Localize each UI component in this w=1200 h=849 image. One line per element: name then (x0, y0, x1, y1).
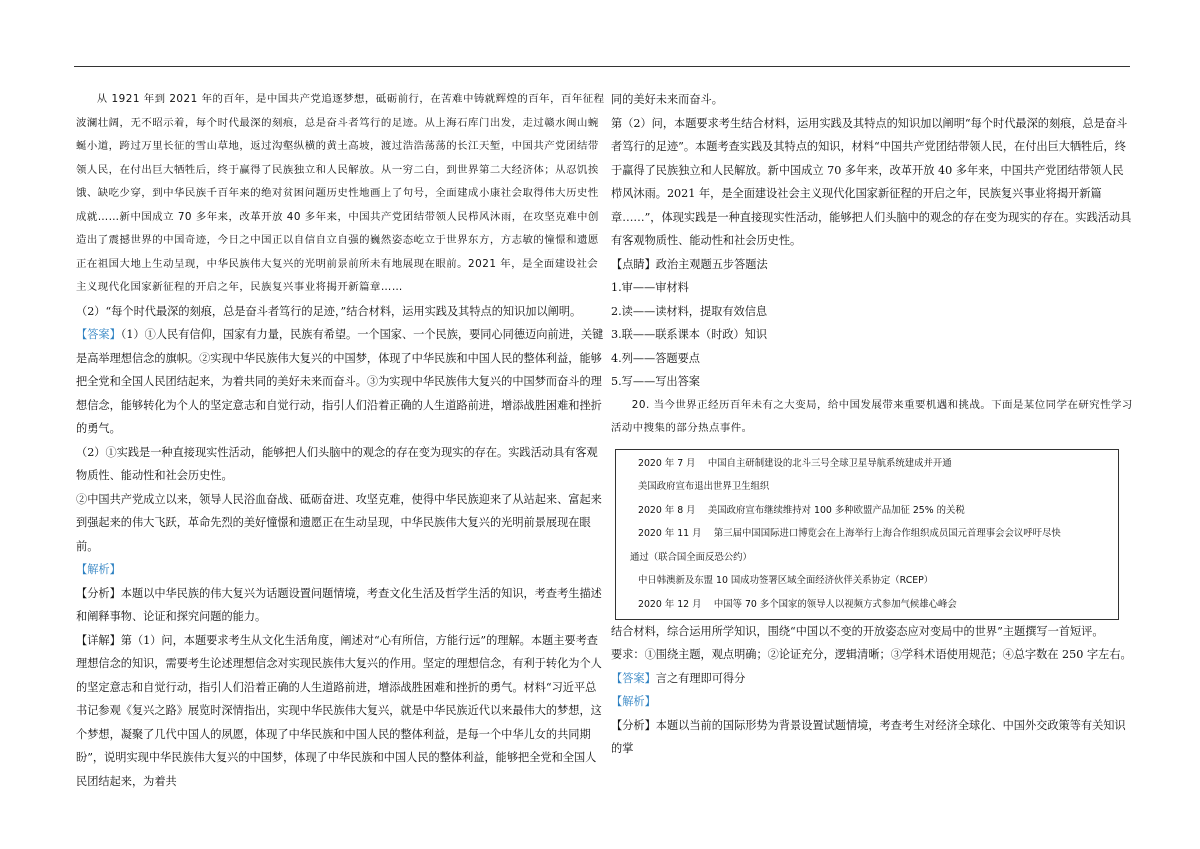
event-line: 中日韩澳新及东盟 10 国成功签署区域全面经济伙伴关系协定（RCEP） (638, 575, 934, 587)
hot-events-box (615, 449, 1119, 620)
analysis-xiangjie: 【详解】第（1）问，本题要求考生从文化生活角度，阐述对“心有所信，方能行远”的理解。本题主要考查理想信念的知识，需要考生论述理想信念对实现民族伟大复兴的作用。坚定的理想信念，有利于转化为个人的坚定意志和自觉行动，指引人们沿着正确的人生道路前进，增添战胜困难和挫折的勇气。材料“习近平总书记参观《复兴之路》展览时深情指出，实现中华民族伟大复兴，就是中华民族近代以来最伟大的梦想，这个梦想，凝聚了几代中国人的夙愿，体现了中华民族和中国人民的整体利益，是每一个中华儿女的共同期盼”，说明实现中华民族伟大复兴的中国梦，体现了中华民族和中国人民的整体利益，能够把全党和全国人民团结起来，为着共 (76, 633, 602, 788)
dianjing: 【点睛】政治主观题五步答题法 (611, 257, 768, 271)
step-1: 1.审——审材料 (611, 281, 689, 294)
answer-20 (611, 667, 1133, 691)
question-20: 20. 当今世界正经历百年未有之大变局，给中国发展带来重要机遇和挑战。下面是某位同学在研究性学习活动中搜集的部分热点事件。 (611, 398, 1133, 434)
step-4: 4.列——答题要点 (611, 351, 700, 365)
question-20-task: 结合材料，综合运用所学知识，围绕“中国以不变的开放姿态应对变局中的世界”主题撰写一首短评。 (611, 624, 1104, 638)
material-passage: 从 1921 年到 2021 年的百年，是中国共产党追逐梦想，砥砺前行，在苦难中铸就辉煌的百年，百年征程波澜壮阔，无不昭示着，每个时代最深的刻痕，总是奋斗者笃行的足迹。从上海石库门出发，走过赣水闽山蜿蜒小道，跨过万里长征的雪山草地，返过沟壑纵横的黄土高坡，渡过浩浩荡荡的长江天堑，中国共产党团结带领人民，在付出巨大牺牲后，终于赢得了民族独立和人民解放。从一穷二白，到世界第二大经济体；从忍饥挨饿、缺吃少穿，到中华民族千百年来的绝对贫困问题历史性地画上了句号，全面建成小康社会取得伟大历史性成就……新中国成立 70 多年来，改革开放 40 多年来，中国共产党团结带领人民栉风沐雨，在攻坚克难中创造出了震撼世界的中国奇迹，今日之中国正以自信自立自强的巍然姿态屹立于世界东方，方志敏的憧憬和遗愿正在祖国大地上生动呈现，中华民族伟大复兴的光明前景前所未有地展现在眼前。2021 年，是全面建设社会主义现代化国家新征程的开启之年，民族复兴事业将揭开新篇章…… (76, 93, 605, 293)
answer-tag: 【答案】 (76, 328, 121, 341)
analysis-tag: 【解析】 (611, 695, 656, 709)
analysis-fenxi-20: 【分析】本题以当前的国际形势为背景设置试题情境，考查考生对经济全球化、中国外交政策等有关知识的掌 (611, 718, 1126, 756)
answer-tag: 【答案】 (611, 671, 656, 685)
left-column (76, 88, 606, 793)
analysis-fenxi: 【分析】本题以中华民族的伟大复兴为话题设置问题情境，考查文化生活及哲学生活的知识，考查考生描述和阐释事物、论证和探究问题的能力。 (76, 586, 602, 623)
answer-2b: ②中国共产党成立以来，领导人民浴血奋战、砥砺奋进、攻坚克难，使得中华民族迎来了从站起来、富起来到强起来的伟大飞跃，革命先烈的美好憧憬和遗愿正在生动呈现，中华民族伟大复兴的光明前景展现在眼前。 (76, 492, 602, 553)
answer-1 (76, 323, 606, 441)
question-2: （2）“每个时代最深的刻痕，总是奋斗者笃行的足迹，”结合材料，运用实践及其特点的知识加以阐明。 (76, 304, 582, 318)
event-line: 2020 年 12 月 中国等 70 多个国家的领导人以视频方式参加气候雄心峰会 (638, 599, 957, 611)
right-column (611, 88, 1133, 761)
step-3: 3.联——联系课本（时政）知识 (611, 328, 768, 341)
event-line: 2020 年 11 月 第三届中国国际进口博览会在上海举行上海合作组织成员国元首理事会会议呼吁尽快 (638, 528, 1061, 540)
continued-text: 同的美好未来而奋斗。 (611, 93, 723, 106)
question-2-explanation: 第（2）问，本题要求考生结合材料，运用实践及其特点的知识加以阐明“每个时代最深的刻痕，总是奋斗者笃行的足迹”。本题考查实践及其特点的知识，材料“中国共产党团结带领人民，在付出巨大牺牲后，终于赢得了民族独立和人民解放。新中国成立 70 多年来，改革开放 40 多年来，中国共产党团结带领人民栉风沐雨。2021 年，是全面建设社会主义现代化国家新征程的开启之年，民族复兴事业将揭开新篇章……”，体现实践是一种直接现实性活动，能够把人们头脑中的观念的存在变为现实的存在。实践活动具有客观物质性、能动性和社会历史性。 (611, 116, 1132, 247)
answer-20-text: 言之有理即可得分 (655, 671, 746, 685)
question-20-requirement: 要求：①围绕主题，观点明确；②论证充分，逻辑清晰；③学科术语使用规范；④总字数在 250 字左右。 (611, 648, 1132, 662)
step-2: 2.读——读材料，提取有效信息 (611, 304, 768, 318)
step-5: 5.写——写出答案 (611, 375, 700, 388)
event-line: 2020 年 7 月 中国自主研制建设的北斗三号全球卫星导航系统建成并开通 (638, 457, 952, 469)
event-line: 2020 年 8 月 美国政府宣布继续维持对 100 多种欧盟产品加征 25% 的关税 (638, 504, 965, 516)
answer-1-text: （1）①人民有信仰，国家有力量，民族有希望。一个国家、一个民族，要同心同德迈向前进，关键是高举理想信念的旗帜。②实现中华民族伟大复兴的中国梦，体现了中华民族和中国人民的整体利益，能够把全党和全国人民团结起来，为着共同的美好未来而奋斗。③为实现中华民族伟大复兴的中国梦而奋斗的理想信念，能够转化为个人的坚定意志和自觉行动，指引人们沿着正确的人生道路前进，增添战胜困难和挫折的勇气。 (76, 328, 604, 435)
answer-2a: （2）①实践是一种直接现实性活动，能够把人们头脑中的观念的存在变为现实的存在。实践活动具有客观物质性、能动性和社会历史性。 (76, 445, 598, 482)
event-line: 通过（联合国全面反恐公约） (630, 551, 752, 563)
header-rule (74, 66, 1130, 67)
event-line: 美国政府宣布退出世界卫生组织 (638, 481, 770, 493)
analysis-tag: 【解析】 (76, 563, 121, 576)
